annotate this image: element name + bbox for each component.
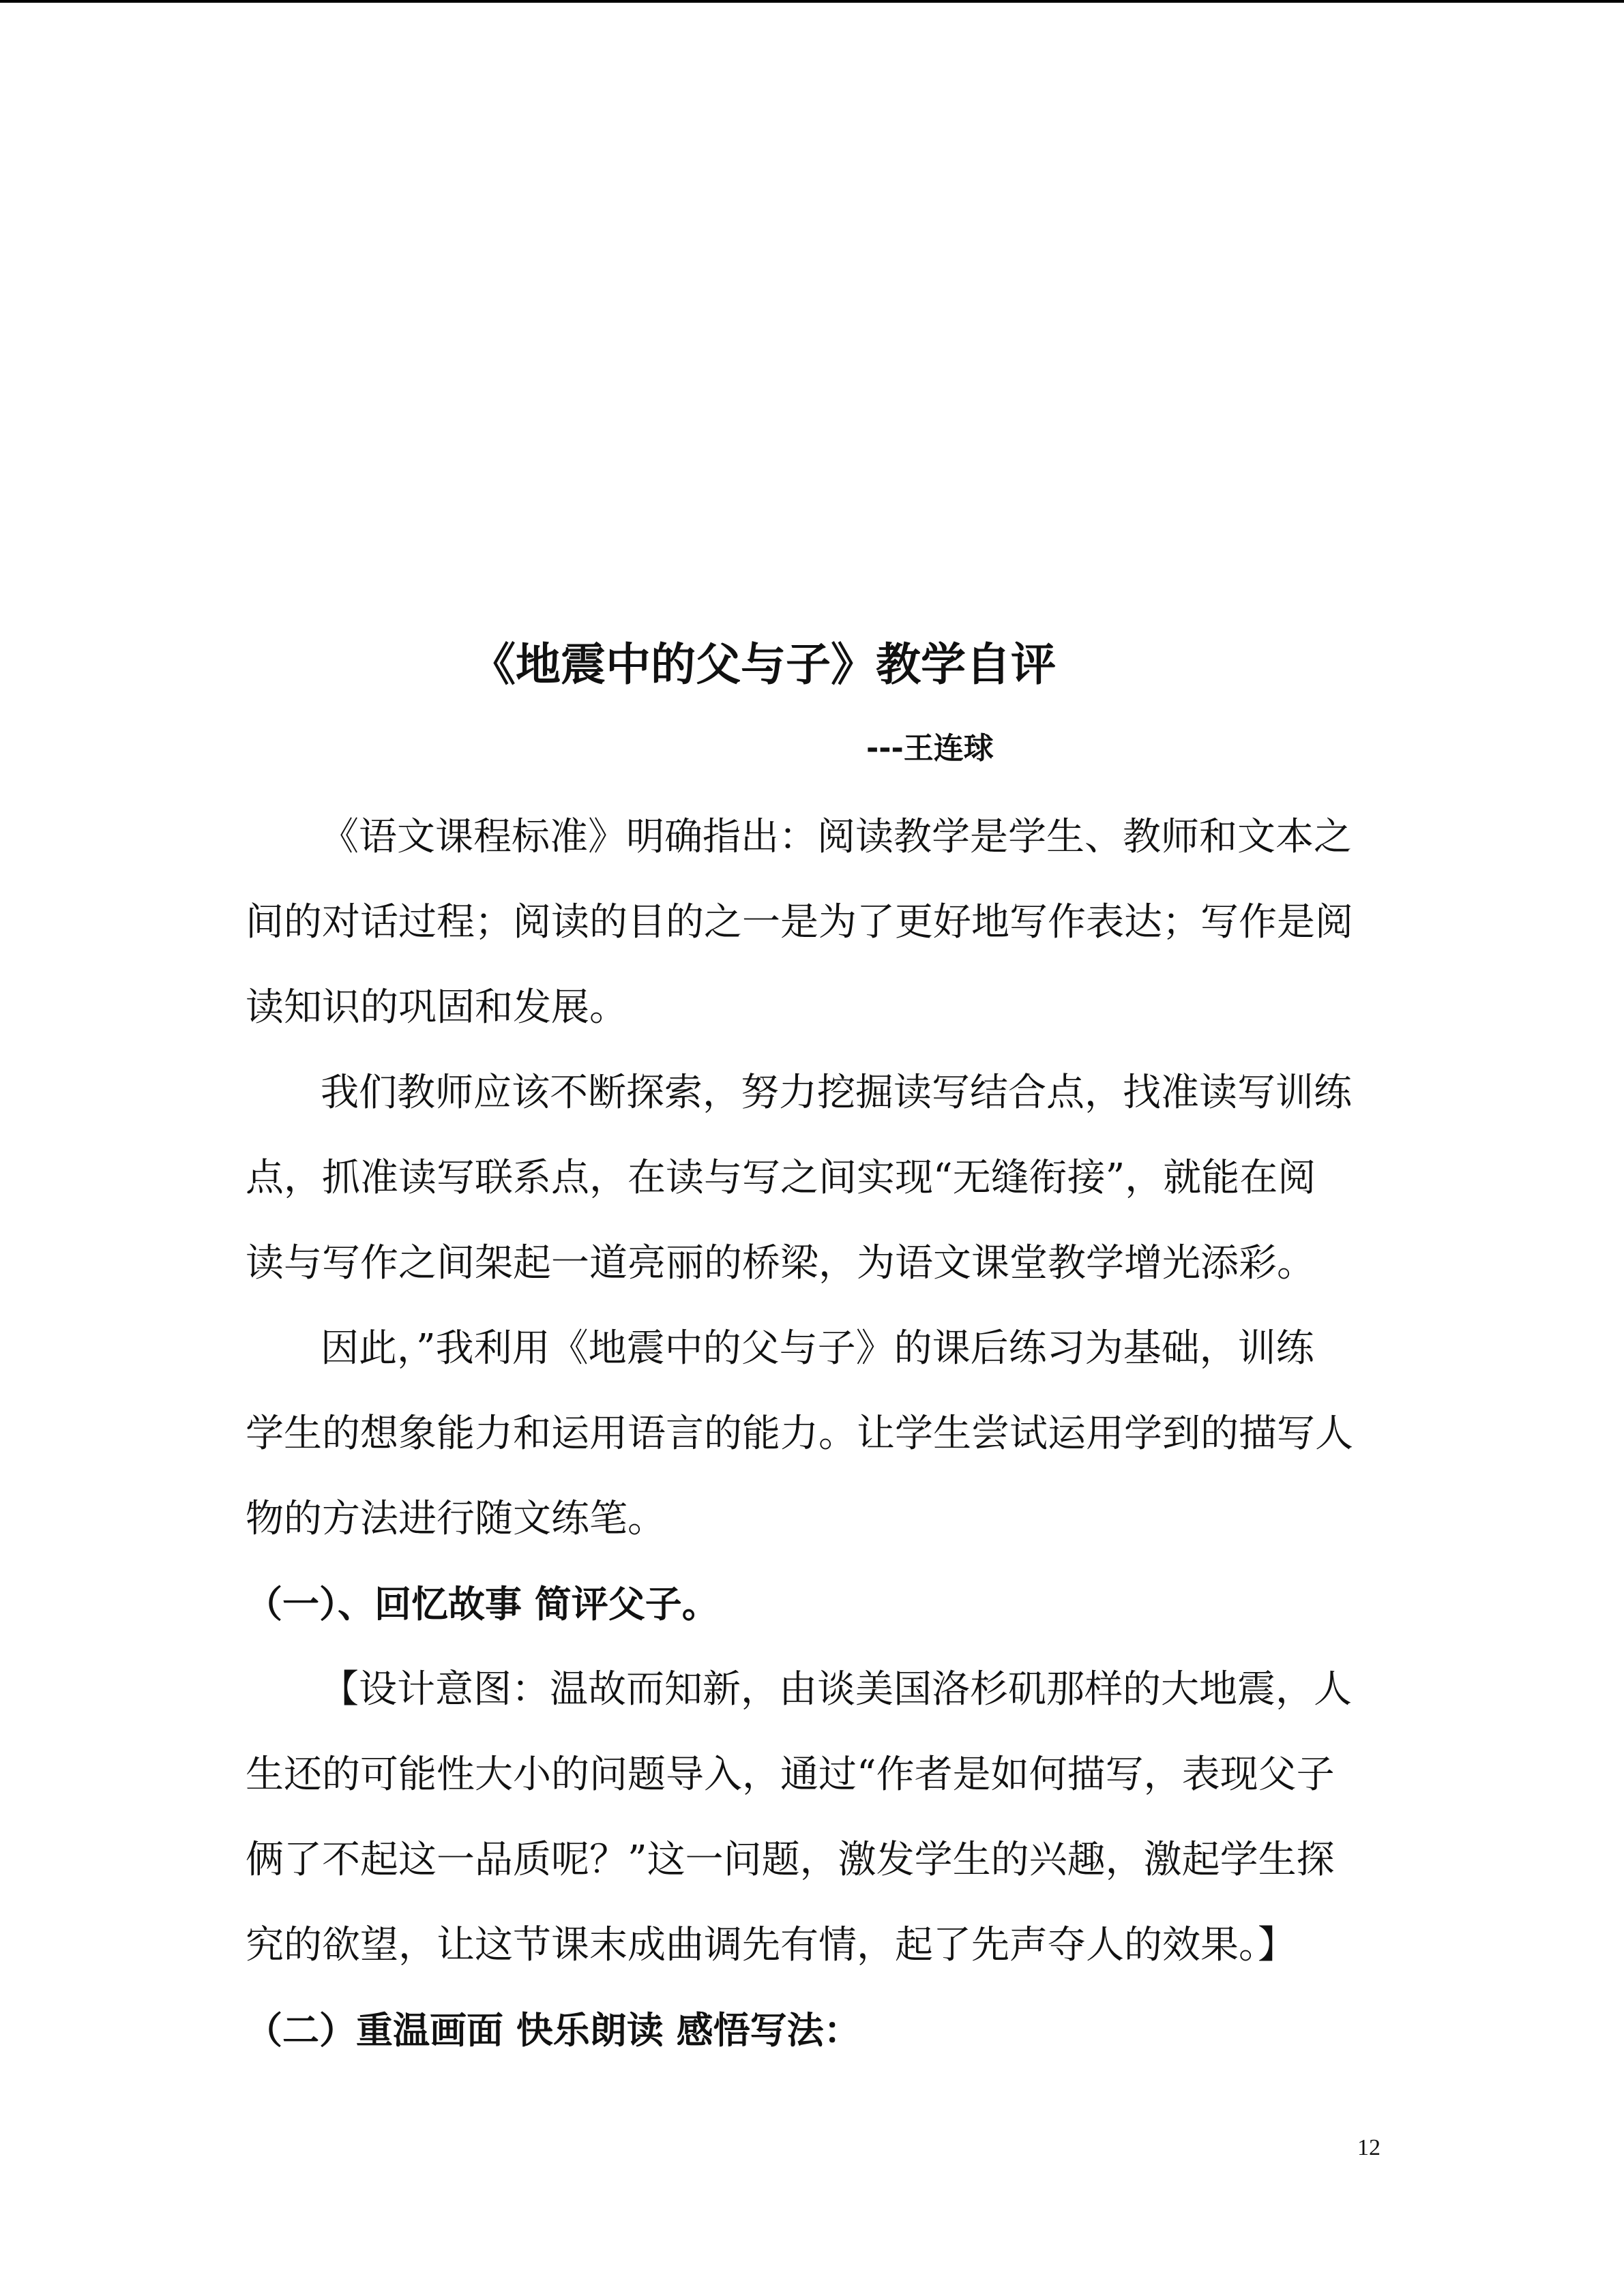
paragraph-2-line-3: 读与写作之间架起一道亮丽的桥梁，为语文课堂教学增光添彩。 xyxy=(246,1241,1315,1285)
top-border-rule xyxy=(0,0,1624,3)
paragraph-3-line-3: 物的方法进行随文练笔。 xyxy=(246,1497,666,1541)
paragraph-1-line-2: 间的对话过程；阅读的目的之一是为了更好地写作表达；写作是阅 xyxy=(246,900,1353,944)
paragraph-2-line-2: 点，抓准读写联系点，在读与写之间实现“无缝衔接”，就能在阅 xyxy=(246,1156,1316,1200)
section-1-line-3: 俩了不起这一品质呢？”这一问题，激发学生的兴趣，激起学生探 xyxy=(246,1838,1335,1882)
paragraph-3-line-1: 因此，”我利用《地震中的父与子》的课后练习为基础，训练 xyxy=(321,1326,1314,1371)
paragraph-3-line-2: 学生的想象能力和运用语言的能力。让学生尝试运用学到的描写人 xyxy=(246,1412,1353,1456)
section-2-heading: （二）重温画面 快乐朗读 感悟写法： xyxy=(246,2009,861,2052)
section-1-line-4: 究的欲望，让这节课末成曲调先有情，起了先声夺人的效果。】 xyxy=(246,1923,1296,1967)
paragraph-1-line-3: 读知识的巩固和发展。 xyxy=(246,985,628,1030)
page-number: 12 xyxy=(1357,2135,1381,2160)
paragraph-1-line-1: 《语文课程标准》明确指出：阅读教学是学生、教师和文本之 xyxy=(321,815,1352,859)
document-title: 《地震中的父与子》教学自评 xyxy=(471,638,1056,691)
section-1-line-1: 【设计意图：温故而知新，由谈美国洛杉矶那样的大地震，人 xyxy=(321,1667,1352,1712)
author-line: ---王连球 xyxy=(866,731,994,766)
section-1-heading: （一）、回忆故事 简评父子。 xyxy=(246,1583,719,1626)
paragraph-2-line-1: 我们教师应该不断探索，努力挖掘读写结合点，找准读写训练 xyxy=(321,1071,1352,1115)
section-1-line-2: 生还的可能性大小的问题导入，通过“作者是如何描写，表现父子 xyxy=(246,1753,1335,1797)
